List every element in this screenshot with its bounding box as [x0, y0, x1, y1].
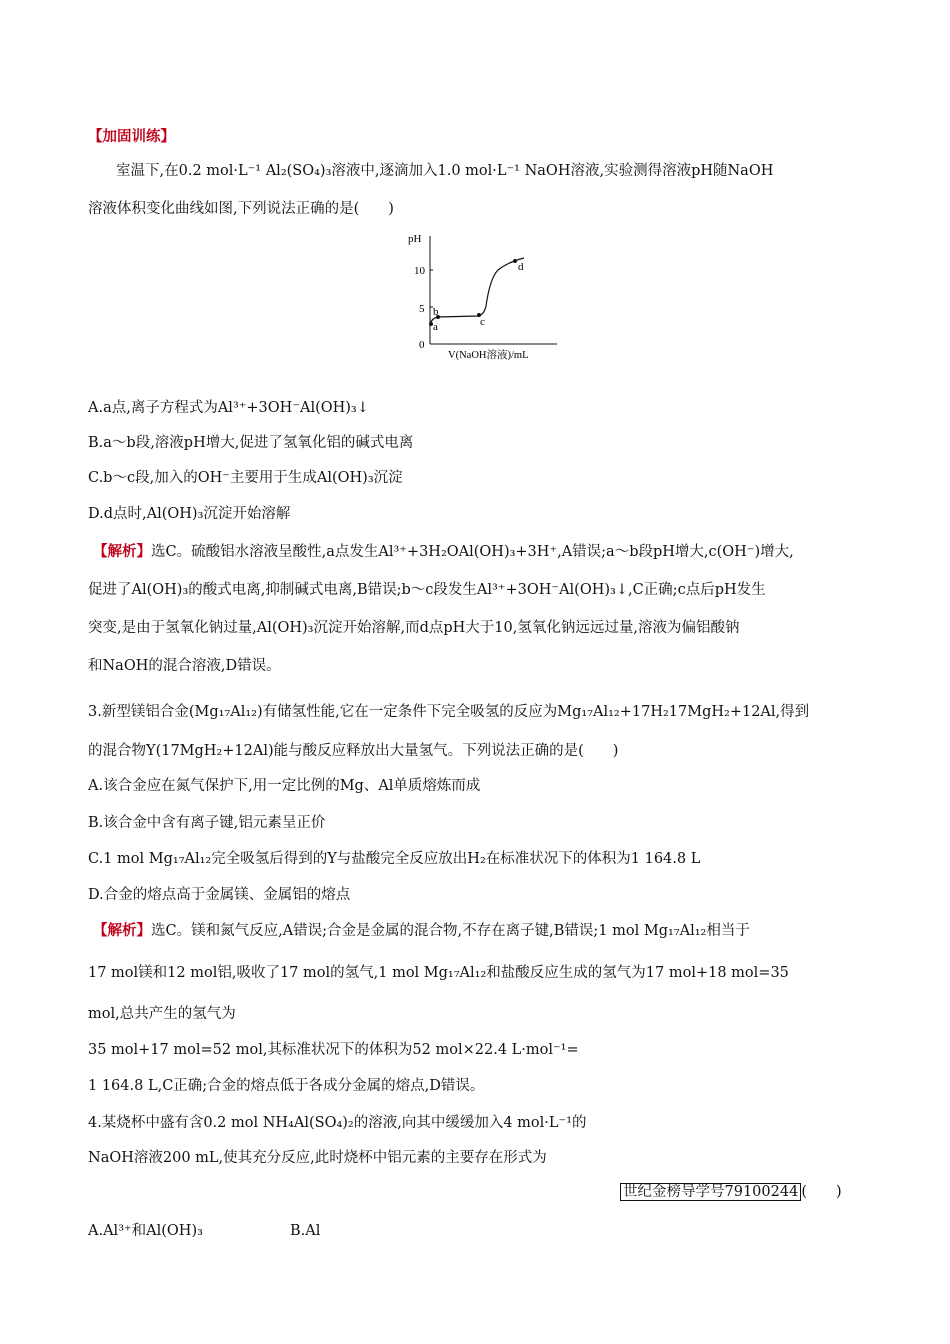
chart-ylabel: pH [408, 233, 422, 245]
section-header [88, 127, 175, 147]
chart-xlabel: V(NaOH溶液)/mL [448, 350, 529, 361]
y-tick-10: 10 [414, 265, 425, 277]
q2-analysis-line1 [93, 542, 794, 562]
q2-option-a: A.a点,离子方程式为Al³⁺+3OH⁻Al(OH)₃↓ [88, 400, 369, 416]
q3-analysis-line5: 1 164.8 L,C正确;合金的熔点低于各成分金属的熔点,D错误。 [88, 1078, 485, 1094]
q4-stem-line1: 4.某烧杯中盛有含0.2 mol NH₄Al(SO₄)₂的溶液,向其中缓缓加入4 mol·L⁻¹的 [88, 1115, 587, 1131]
q2-analysis-tag: 【解析】 [93, 544, 151, 560]
ph-curve [430, 258, 524, 324]
label-a: a [433, 321, 438, 333]
q4-reference [620, 1182, 842, 1202]
q2-option-b: B.a～b段,溶液pH增大,促进了氢氧化铝的碱式电离 [88, 435, 414, 451]
ph-curve-chart [402, 226, 572, 366]
q3-analysis-line2: 17 mol镁和12 mol铝,吸收了17 mol的氢气,1 mol Mg₁₇Al₁₂和盐酸反应生成的氢气为17 mol+18 mol=35 [88, 965, 789, 981]
label-b: b [433, 306, 439, 318]
q4-answer-paren: ( ) [801, 1184, 842, 1200]
q3-analysis-line4: 35 mol+17 mol=52 mol,其标准状况下的体积为52 mol×22.4 L·mol⁻¹= [88, 1042, 579, 1058]
label-c: c [480, 316, 485, 328]
reference-number-box: 世纪金榜导学号79100244 [620, 1183, 801, 1201]
y-tick-5: 5 [419, 303, 425, 315]
q2-stem-line2: 溶液体积变化曲线如图,下列说法正确的是( ) [88, 201, 394, 217]
q2-analysis-line3: 突变,是由于氢氧化钠过量,Al(OH)₃沉淀开始溶解,而d点pH大于10,氢氧化钠远远过量,溶液为偏铝酸钠 [88, 620, 740, 636]
q2-analysis-text1: 选C。硫酸铝水溶液呈酸性,a点发生Al³⁺+3H₂OAl(OH)₃+3H⁺,A错误;a～b段pH增大,c(OH⁻)增大, [151, 544, 794, 560]
q3-option-b: B.该合金中含有离子键,铝元素呈正价 [88, 815, 326, 831]
q4-option-b: B.Al [290, 1223, 321, 1239]
point-d [513, 259, 517, 263]
q4-stem-line2: NaOH溶液200 mL,使其充分反应,此时烧杯中铝元素的主要存在形式为 [88, 1150, 547, 1166]
q2-analysis-line2: 促进了Al(OH)₃的酸式电离,抑制碱式电离,B错误;b～c段发生Al³⁺+3OH⁻Al(OH)₃↓,C正确;c点后pH发生 [88, 582, 766, 598]
section-header-label: 【加固训练】 [88, 129, 175, 145]
q3-option-d: D.合金的熔点高于金属镁、金属铝的熔点 [88, 887, 351, 903]
y-tick-0: 0 [419, 339, 425, 351]
q3-option-c: C.1 mol Mg₁₇Al₁₂完全吸氢后得到的Y与盐酸完全反应放出H₂在标准状况下的体积为1 164.8 L [88, 851, 701, 867]
q2-option-d: D.d点时,Al(OH)₃沉淀开始溶解 [88, 506, 291, 522]
q2-stem-line1: 室温下,在0.2 mol·L⁻¹ Al₂(SO₄)₃溶液中,逐滴加入1.0 mol·L⁻¹ NaOH溶液,实验测得溶液pH随NaOH [116, 163, 774, 179]
q3-analysis-text1: 选C。镁和氮气反应,A错误;合金是金属的混合物,不存在离子键,B错误;1 mol Mg₁₇Al₁₂相当于 [151, 923, 750, 939]
q2-option-c: C.b～c段,加入的OH⁻主要用于生成Al(OH)₃沉淀 [88, 470, 403, 486]
q4-option-a: A.Al³⁺和Al(OH)₃ [88, 1223, 203, 1239]
q3-analysis-tag: 【解析】 [93, 923, 151, 939]
q3-analysis-line1 [93, 921, 750, 941]
q3-analysis-line3: mol,总共产生的氢气为 [88, 1006, 236, 1022]
q3-option-a: A.该合金应在氮气保护下,用一定比例的Mg、Al单质熔炼而成 [88, 778, 481, 794]
q2-analysis-line4: 和NaOH的混合溶液,D错误。 [88, 658, 281, 674]
q3-stem-line2: 的混合物Y(17MgH₂+12Al)能与酸反应释放出大量氢气。下列说法正确的是( ) [88, 743, 619, 759]
q3-stem-line1: 3.新型镁铝合金(Mg₁₇Al₁₂)有储氢性能,它在一定条件下完全吸氢的反应为Mg₁₇Al₁₂+17H₂17MgH₂+12Al,得到 [88, 704, 810, 720]
label-d: d [518, 261, 524, 273]
